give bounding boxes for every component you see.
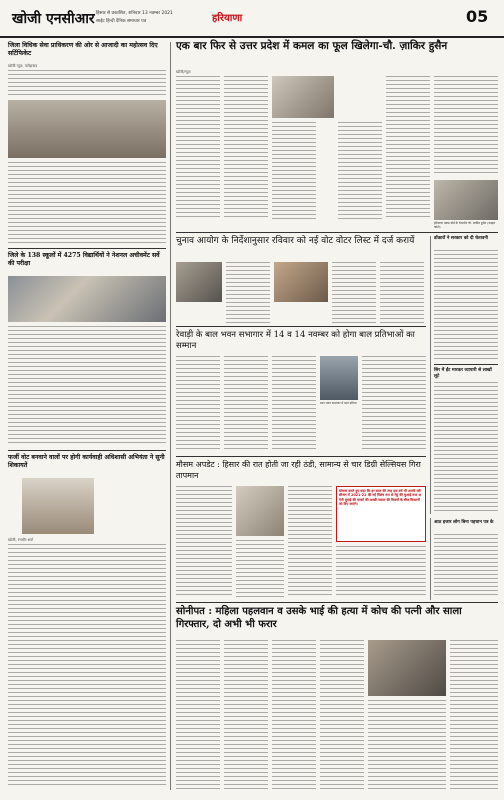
lead-byline: खोजी/न्यूज़ [176, 70, 191, 74]
left-story1-byline: खोजी न्यूज़, फतेहाबाद [8, 64, 38, 68]
left-column [8, 42, 166, 790]
sonipat-body-col1 [176, 640, 220, 790]
left-story2-headline: जिले के 138 स्कूलों में 4275 विद्यार्थियों ने नेशनल अचीवमेंट सर्वे की परीक्षा [8, 252, 160, 267]
column-divider [170, 42, 171, 790]
lead-body-col5 [386, 76, 430, 220]
left-story1-photo [8, 100, 166, 158]
sonipat-body-col6 [450, 640, 498, 790]
sonipat-body-col3 [272, 640, 316, 790]
left-story3-photo [22, 478, 94, 534]
quote-text: घोषणा करते हुए कहा कि हर साल की तरह इस वर्ष भी अपनी रबी सीजन में 2021-22 की नई विशेष रूप से गेहूं की बुआई तथा अगेती बुवाई की सरसों की अच्छी फसल की किस्मों के बीज किसानों को दिए जाएंगे। [339, 489, 422, 506]
sonipat-headline: सोनीपत : महिला पहलवान व उसके भाई की हत्या में कोच की पत्नी और साला गिरफ्तार, दो अभी भी फरार [176, 606, 462, 630]
election-photo [176, 262, 222, 302]
masthead-logo: खोजी एनसीआर [12, 11, 95, 27]
lead-body-col1 [176, 76, 220, 220]
masthead-meta-line2: साईट हिन्दी दैनिक समाचार पत्र [96, 19, 147, 24]
weather-body-col3 [288, 486, 332, 598]
masthead [0, 0, 504, 38]
election-body-col2 [332, 262, 376, 324]
divider [176, 326, 426, 327]
lead-headline: एक बार फिर से उत्तर प्रदेश में कमल का फूल खिलेगा-चौ. ज़ाकिर हुसैन [176, 40, 448, 52]
lead-photo-caption: हरियाणा वक्फ बोर्ड के चेयरमैन चौ. जाकिर हुसैन (फाइल फोटो) [434, 221, 496, 229]
lead-body-col4 [338, 122, 382, 220]
left-story1-headline: जिला विधिक सेवा प्राधिकरण की ओर से आजादी का महोत्सव दिए सर्टिफिकेट [8, 42, 158, 57]
divider [434, 364, 498, 365]
bhawan-photo [320, 356, 358, 400]
left-story1-body [8, 70, 166, 98]
sonipat-body-col2 [224, 640, 268, 790]
divider [8, 450, 166, 451]
sonipat-body-col5 [368, 700, 446, 790]
left-story2-body [8, 326, 166, 446]
divider [176, 232, 498, 233]
brief3-headline: आठ हजार लोग बिना पहचान पत्र के [434, 520, 494, 525]
lead-photo [272, 76, 334, 118]
left-story1-body2 [8, 162, 166, 244]
page-number: 05 [466, 7, 489, 26]
bhawan-body-col4 [362, 356, 426, 452]
election-body-col3 [380, 262, 424, 324]
divider [8, 248, 166, 249]
sonipat-photo [368, 640, 446, 696]
brief3-body [434, 534, 498, 598]
bhawan-body-col1 [176, 356, 220, 452]
brief2-headline: सिर में ईंट मारकर व्यापारी से लाखों लूटे [434, 368, 492, 379]
bhawan-photo-caption: बाल भवन सभागार में बाल प्रतिभा [320, 401, 357, 405]
bhawan-body-col3 [272, 356, 316, 452]
lead-body-col2 [224, 76, 268, 220]
weather-body-col2 [236, 540, 284, 598]
left-story3-headline: फर्जी वोट बनवाने वालों पर होगी कार्यवाही अधिशासी अभियंता ने सुनी शिकायतें [8, 454, 165, 469]
bhawan-headline: रेवाड़ी के बाल भवन सभागार में 14 व 14 नवम्बर को होगा बाल प्रतिभाओं का सम्मान [176, 330, 415, 351]
brief1-body [434, 250, 498, 360]
sonipat-body-col4 [320, 640, 364, 790]
bhawan-body-col2 [224, 356, 268, 452]
lead-body-col3 [272, 122, 316, 220]
section-title: हरियाणा [212, 13, 243, 24]
quote-box [336, 486, 426, 542]
divider [176, 602, 498, 603]
left-story3-body [8, 544, 166, 788]
brief1-headline: डॉक्टरों ने सरकार को दी चेतावनी [434, 236, 488, 241]
brief-column-divider [430, 518, 431, 600]
brief2-body [434, 382, 498, 512]
left-story2-photo [8, 276, 166, 322]
election-body-col1 [226, 262, 270, 324]
election-photo2 [274, 262, 328, 302]
divider [176, 456, 426, 457]
left-story3-byline: खोजी, रणधीर शर्मा [8, 538, 34, 542]
election-headline: चुनाव आयोग के निर्देशानुसार रविवार को नई वोट वोटर लिस्ट में दर्ज करायें [176, 236, 415, 246]
lead-body-col6 [434, 76, 498, 176]
weather-headline: मौसम अपडेट : हिसार की रात होती जा रही ठंडी, सामान्य से चार डिग्री सेल्सियस गिरा तापमान [176, 460, 421, 480]
brief-column-divider [430, 236, 431, 514]
weather-body-col1 [176, 486, 232, 598]
masthead-meta-line1: हिसार से प्रकाशित, शनिवार 13 नवम्बर 2021 [96, 11, 173, 16]
weather-body-col4 [336, 546, 426, 598]
weather-photo [236, 486, 284, 536]
lead-side-photo [434, 180, 498, 220]
